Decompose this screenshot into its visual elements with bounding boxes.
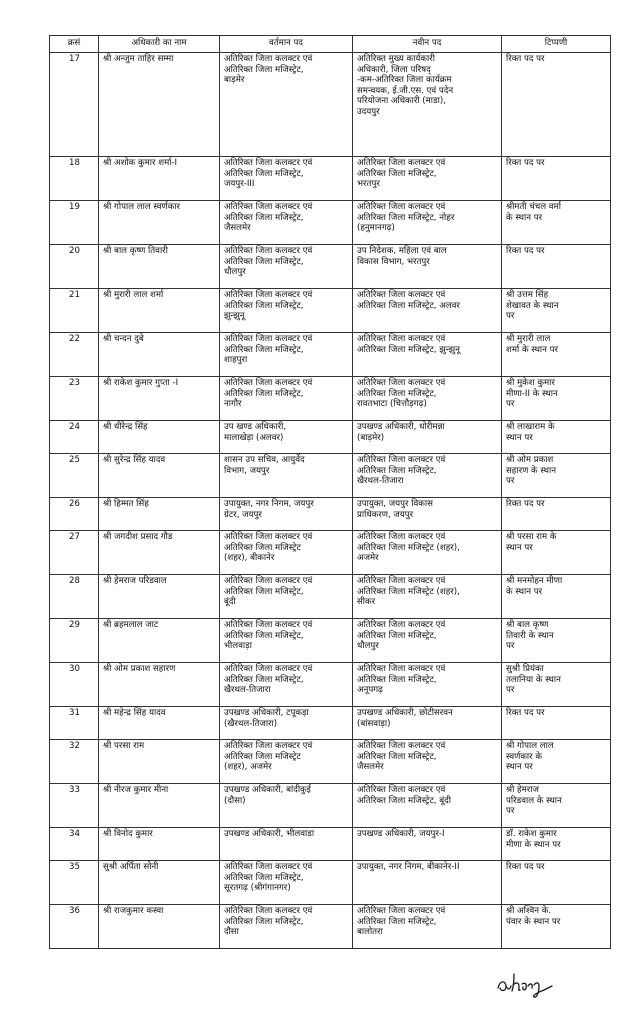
new-post-cell: अतिरिक्त जिला कलक्टर एवं अतिरिक्त जिला मजिस्ट्रेट, जैसलमेर bbox=[353, 740, 502, 784]
officer-name-cell: सुश्री अर्पिता सोनी bbox=[99, 861, 220, 905]
table-row bbox=[50, 707, 611, 740]
remark-cell: सुश्री प्रियंका तलानिया के स्थान पर bbox=[502, 663, 611, 707]
new-post-cell: अतिरिक्त जिला कलक्टर एवं अतिरिक्त जिला मजिस्ट्रेट, खैरथल-तिजारा bbox=[353, 454, 502, 498]
current-post-cell: अतिरिक्त जिला कलक्टर एवं अतिरिक्त जिला मजिस्ट्रेट, धौलपुर bbox=[220, 245, 353, 289]
current-post-cell: अतिरिक्त जिला कलक्टर एवं अतिरिक्त जिला मजिस्ट्रेट, झुन्झुनू bbox=[220, 289, 353, 333]
table-body bbox=[50, 53, 611, 949]
current-post-cell: अतिरिक्त जिला कलक्टर एवं अतिरिक्त जिला मजिस्ट्रेट, बाड़मेर bbox=[220, 53, 353, 157]
transfer-orders-table bbox=[49, 35, 611, 949]
officer-name-cell: श्री ब्रहमलाल जाट bbox=[99, 619, 220, 663]
new-post-cell: उपायुक्त, नगर निगम, बीकानेर-II bbox=[353, 861, 502, 905]
current-post-cell: शासन उप सचिव, आयुर्वेद विभाग, जयपुर bbox=[220, 454, 353, 498]
new-post-cell: अतिरिक्त जिला कलक्टर एवं अतिरिक्त जिला मजिस्ट्रेट, धौलपुर bbox=[353, 619, 502, 663]
new-post-cell: उप निदेशक, महिला एवं बाल विकास विभाग, भरतपुर bbox=[353, 245, 502, 289]
table-row bbox=[50, 289, 611, 333]
remark-cell: श्री मुकेश कुमार मीणा-II के स्थान पर bbox=[502, 377, 611, 421]
table-row bbox=[50, 740, 611, 784]
new-post-cell: उपखण्ड अधिकारी, जयपुर-I bbox=[353, 828, 502, 861]
remark-cell: रिक्त पद पर bbox=[502, 53, 611, 157]
remark-cell: श्री ओम प्रकाश सहारण के स्थान पर bbox=[502, 454, 611, 498]
table-row bbox=[50, 619, 611, 663]
serial-number-cell: 27 bbox=[50, 531, 99, 575]
serial-number-cell: 26 bbox=[50, 498, 99, 531]
table-row bbox=[50, 421, 611, 454]
officer-name-cell: श्री गोपाल लाल स्वर्णकार bbox=[99, 201, 220, 245]
serial-number-cell: 32 bbox=[50, 740, 99, 784]
officer-name-cell: श्री राकेश कुमार गुप्ता -I bbox=[99, 377, 220, 421]
remark-cell: श्रीमती चंचल वर्मा के स्थान पर bbox=[502, 201, 611, 245]
header-serial-number: क्रसं bbox=[50, 36, 99, 53]
serial-number-cell: 24 bbox=[50, 421, 99, 454]
current-post-cell: उपखण्ड अधिकारी, बांदीकुई (दौसा) bbox=[220, 784, 353, 828]
current-post-cell: अतिरिक्त जिला कलक्टर एवं अतिरिक्त जिला मजिस्ट्रेट, जैसलमेर bbox=[220, 201, 353, 245]
new-post-cell: अतिरिक्त जिला कलक्टर एवं अतिरिक्त जिला मजिस्ट्रेट (शहर), सीकर bbox=[353, 575, 502, 619]
serial-number-cell: 28 bbox=[50, 575, 99, 619]
serial-number-cell: 36 bbox=[50, 905, 99, 949]
table-row bbox=[50, 333, 611, 377]
header-current-post: वर्तमान पद bbox=[220, 36, 353, 53]
officer-name-cell: श्री राजकुमार कस्वा bbox=[99, 905, 220, 949]
current-post-cell: अतिरिक्त जिला कलक्टर एवं अतिरिक्त जिला मजिस्ट्रेट, बूंदी bbox=[220, 575, 353, 619]
officer-name-cell: श्री हिम्मत सिंह bbox=[99, 498, 220, 531]
current-post-cell: अतिरिक्त जिला कलक्टर एवं अतिरिक्त जिला मजिस्ट्रेट (शहर), बीकानेर bbox=[220, 531, 353, 575]
new-post-cell: उपखण्ड अधिकारी, छोटीसरवन (बांसवाड़ा) bbox=[353, 707, 502, 740]
new-post-cell: अतिरिक्त मुख्य कार्यकारी अधिकारी, जिला परिषद् -कम-अतिरिक्त जिला कार्यक्रम समन्वयक, ई.जी.एस. एवं पदेन परियोजना अधिकारी (माडा), उदयपुर bbox=[353, 53, 502, 157]
table-row bbox=[50, 905, 611, 949]
remark-cell: श्री परसा राम के स्थान पर bbox=[502, 531, 611, 575]
new-post-cell: उपखण्ड अधिकारी, धोरीमन्ना (बाड़मेर) bbox=[353, 421, 502, 454]
table-row bbox=[50, 377, 611, 421]
current-post-cell: अतिरिक्त जिला कलक्टर एवं अतिरिक्त जिला मजिस्ट्रेट, शाहपुरा bbox=[220, 333, 353, 377]
header-new-post: नवीन पद bbox=[353, 36, 502, 53]
handwritten-signature bbox=[492, 960, 562, 1000]
new-post-cell: अतिरिक्त जिला कलक्टर एवं अतिरिक्त जिला मजिस्ट्रेट, झुन्झुनू bbox=[353, 333, 502, 377]
table-row bbox=[50, 828, 611, 861]
current-post-cell: उपायुक्त, नगर निगम, जयपुर ग्रेटर, जयपुर bbox=[220, 498, 353, 531]
serial-number-cell: 25 bbox=[50, 454, 99, 498]
remark-cell: श्री गोपाल लाल स्वर्णकार के स्थान पर bbox=[502, 740, 611, 784]
serial-number-cell: 22 bbox=[50, 333, 99, 377]
officer-name-cell: श्री बाल कृष्ण तिवारी bbox=[99, 245, 220, 289]
remark-cell: श्री बाल कृष्ण तिवारी के स्थान पर bbox=[502, 619, 611, 663]
remark-cell: श्री हेमराज परिडवाल के स्थान पर bbox=[502, 784, 611, 828]
header-remark: टिप्पणी bbox=[502, 36, 611, 53]
new-post-cell: अतिरिक्त जिला कलक्टर एवं अतिरिक्त जिला मजिस्ट्रेट, बूंदी bbox=[353, 784, 502, 828]
serial-number-cell: 21 bbox=[50, 289, 99, 333]
serial-number-cell: 17 bbox=[50, 53, 99, 157]
officer-name-cell: श्री धीरेन्द्र सिंह bbox=[99, 421, 220, 454]
remark-cell: रिक्त पद पर bbox=[502, 245, 611, 289]
remark-cell: रिक्त पद पर bbox=[502, 498, 611, 531]
table-row bbox=[50, 53, 611, 157]
officer-name-cell: श्री अन्जुम ताहिर सम्मा bbox=[99, 53, 220, 157]
serial-number-cell: 33 bbox=[50, 784, 99, 828]
remark-cell: डॉ. राकेश कुमार मीणा के स्थान पर bbox=[502, 828, 611, 861]
serial-number-cell: 34 bbox=[50, 828, 99, 861]
serial-number-cell: 18 bbox=[50, 157, 99, 201]
officer-name-cell: श्री परसा राम bbox=[99, 740, 220, 784]
new-post-cell: अतिरिक्त जिला कलक्टर एवं अतिरिक्त जिला मजिस्ट्रेट, नोहर (हनुमानगढ़) bbox=[353, 201, 502, 245]
current-post-cell: अतिरिक्त जिला कलक्टर एवं अतिरिक्त जिला मजिस्ट्रेट (शहर), अजमेर bbox=[220, 740, 353, 784]
table-row bbox=[50, 201, 611, 245]
table-row bbox=[50, 157, 611, 201]
table-row bbox=[50, 663, 611, 707]
serial-number-cell: 19 bbox=[50, 201, 99, 245]
current-post-cell: अतिरिक्त जिला कलक्टर एवं अतिरिक्त जिला मजिस्ट्रेट, भीलवाड़ा bbox=[220, 619, 353, 663]
officer-name-cell: श्री चन्दन दुबे bbox=[99, 333, 220, 377]
current-post-cell: उप खण्ड अधिकारी, मालाखेड़ा (अलवर) bbox=[220, 421, 353, 454]
remark-cell: श्री अश्विन के. पंवार के स्थान पर bbox=[502, 905, 611, 949]
current-post-cell: अतिरिक्त जिला कलक्टर एवं अतिरिक्त जिला मजिस्ट्रेट, दौसा bbox=[220, 905, 353, 949]
new-post-cell: अतिरिक्त जिला कलक्टर एवं अतिरिक्त जिला मजिस्ट्रेट, अलवर bbox=[353, 289, 502, 333]
remark-cell: श्री उत्तम सिंह शेखावत के स्थान पर bbox=[502, 289, 611, 333]
serial-number-cell: 29 bbox=[50, 619, 99, 663]
new-post-cell: अतिरिक्त जिला कलक्टर एवं अतिरिक्त जिला मजिस्ट्रेट, बालोतरा bbox=[353, 905, 502, 949]
serial-number-cell: 30 bbox=[50, 663, 99, 707]
remark-cell: श्री मुरारी लाल शर्मा के स्थान पर bbox=[502, 333, 611, 377]
table-row bbox=[50, 784, 611, 828]
current-post-cell: अतिरिक्त जिला कलक्टर एवं अतिरिक्त जिला मजिस्ट्रेट, खैरथल-तिजारा bbox=[220, 663, 353, 707]
remark-cell: श्री मनमोहन मीणा के स्थान पर bbox=[502, 575, 611, 619]
table-row bbox=[50, 498, 611, 531]
table-header-row bbox=[50, 36, 611, 53]
officer-name-cell: श्री ओम प्रकाश सहारण bbox=[99, 663, 220, 707]
new-post-cell: उपायुक्त, जयपुर विकास प्राधिकरण, जयपुर bbox=[353, 498, 502, 531]
officer-name-cell: श्री अशोक कुमार शर्मा-I bbox=[99, 157, 220, 201]
new-post-cell: अतिरिक्त जिला कलक्टर एवं अतिरिक्त जिला मजिस्ट्रेट, भरतपुर bbox=[353, 157, 502, 201]
current-post-cell: उपखण्ड अधिकारी, भीलवाडा bbox=[220, 828, 353, 861]
table-row bbox=[50, 454, 611, 498]
serial-number-cell: 31 bbox=[50, 707, 99, 740]
officer-name-cell: श्री विनोद कुमार bbox=[99, 828, 220, 861]
remark-cell: श्री लाखाराम के स्थान पर bbox=[502, 421, 611, 454]
officer-name-cell: श्री जगदीश प्रसाद गौड bbox=[99, 531, 220, 575]
table-row bbox=[50, 575, 611, 619]
new-post-cell: अतिरिक्त जिला कलक्टर एवं अतिरिक्त जिला मजिस्ट्रेट (शहर), अजमेर bbox=[353, 531, 502, 575]
current-post-cell: उपखण्ड अधिकारी, टपूकड़ा (खैरथल-तिजारा) bbox=[220, 707, 353, 740]
remark-cell: रिक्त पद पर bbox=[502, 157, 611, 201]
officer-name-cell: श्री मुरारी लाल शर्मा bbox=[99, 289, 220, 333]
remark-cell: रिक्त पद पर bbox=[502, 707, 611, 740]
table-row bbox=[50, 531, 611, 575]
serial-number-cell: 35 bbox=[50, 861, 99, 905]
serial-number-cell: 20 bbox=[50, 245, 99, 289]
serial-number-cell: 23 bbox=[50, 377, 99, 421]
current-post-cell: अतिरिक्त जिला कलक्टर एवं अतिरिक्त जिला मजिस्ट्रेट, नागौर bbox=[220, 377, 353, 421]
officer-name-cell: श्री सुरेन्द्र सिंह यादव bbox=[99, 454, 220, 498]
table-row bbox=[50, 861, 611, 905]
officer-name-cell: श्री हेमराज परिडवाल bbox=[99, 575, 220, 619]
header-officer-name: अधिकारी का नाम bbox=[99, 36, 220, 53]
current-post-cell: अतिरिक्त जिला कलक्टर एवं अतिरिक्त जिला मजिस्ट्रेट, सूरतगढ़ (श्रीगंगानगर) bbox=[220, 861, 353, 905]
new-post-cell: अतिरिक्त जिला कलक्टर एवं अतिरिक्त जिला मजिस्ट्रेट, रावतभाटा (चित्तौड़गढ़) bbox=[353, 377, 502, 421]
officer-name-cell: श्री नीरज कुमार मीना bbox=[99, 784, 220, 828]
current-post-cell: अतिरिक्त जिला कलक्टर एवं अतिरिक्त जिला मजिस्ट्रेट, जयपुर-III bbox=[220, 157, 353, 201]
table-row bbox=[50, 245, 611, 289]
new-post-cell: अतिरिक्त जिला कलक्टर एवं अतिरिक्त जिला मजिस्ट्रेट, अनूपगढ़ bbox=[353, 663, 502, 707]
officer-name-cell: श्री महेन्द्र सिंह यादव bbox=[99, 707, 220, 740]
remark-cell: रिक्त पद पर bbox=[502, 861, 611, 905]
